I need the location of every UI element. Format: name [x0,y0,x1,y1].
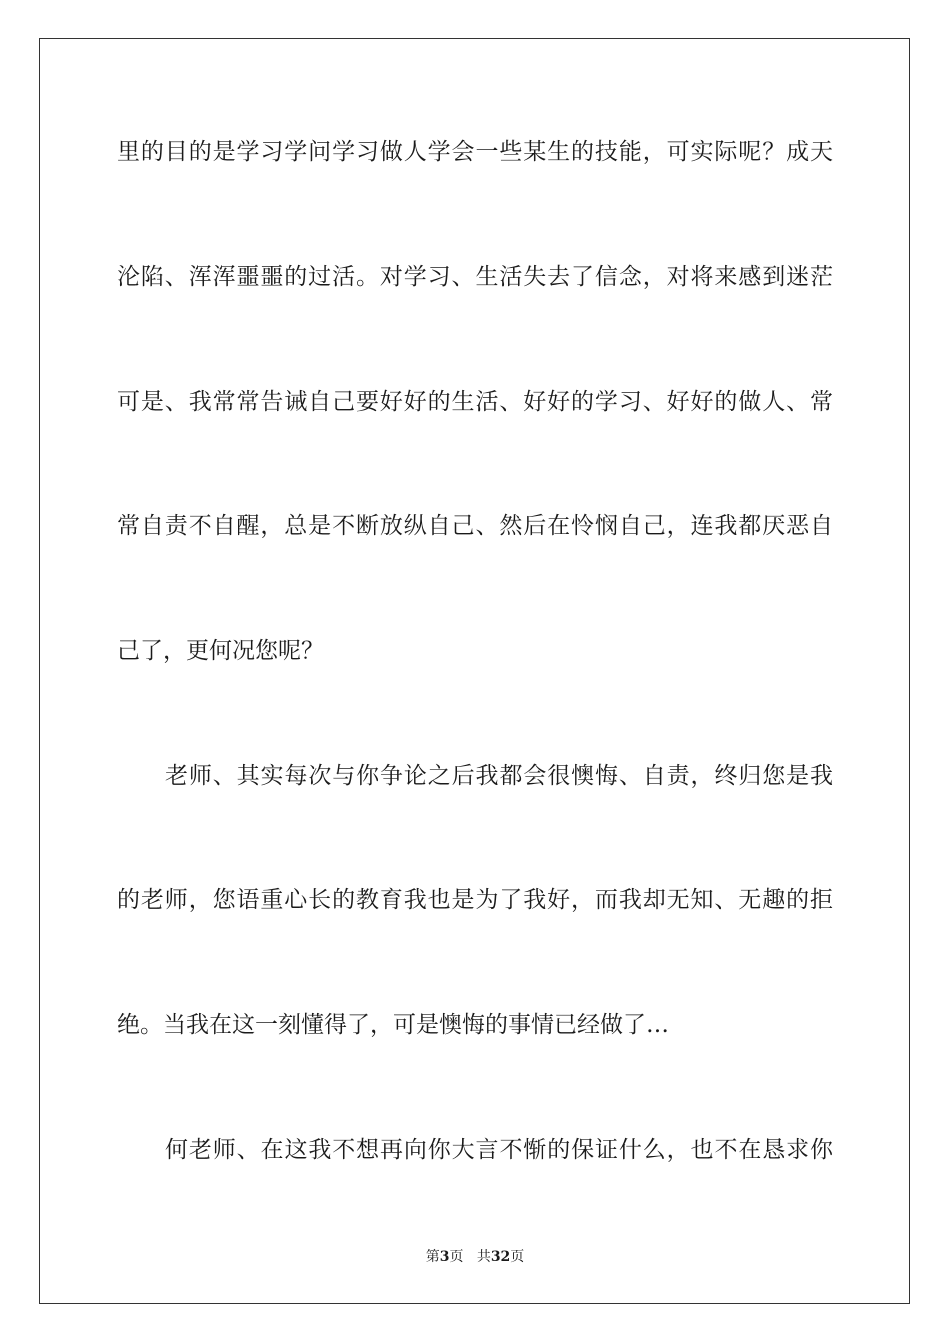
footer-page-suffix: 页 [449,1249,464,1265]
footer-total-pages: 32 [490,1249,511,1265]
text-line-1: 里的目的是学习学问学习做人学会一些某生的技能，可实际呢？成天 [117,139,833,165]
footer-total-prefix: 共 [476,1249,491,1265]
footer-page-number: 3 [439,1249,450,1265]
text-line-3: 可是、我常常告诫自己要好好的生活、好好的学习、好好的做人、常 [117,389,833,415]
page-frame [39,38,910,1304]
text-line-7: 的老师，您语重心长的教育我也是为了我好，而我却无知、无趣的拒 [117,887,833,913]
page-footer [0,1248,950,1266]
text-line-5: 己了，更何况您呢？ [117,638,324,664]
text-line-4: 常自责不自醒，总是不断放纵自己、然后在怜悯自己，连我都厌恶自 [117,513,833,539]
text-line-6: 老师、其实每次与你争论之后我都会很懊悔、自责，终归您是我 [165,763,833,789]
text-line-8: 绝。当我在这一刻懂得了，可是懊悔的事情已经做了… [117,1012,669,1038]
text-line-9: 何老师、在这我不想再向你大言不惭的保证什么，也不在恳求你 [165,1137,833,1163]
footer-total-suffix: 页 [510,1249,525,1265]
footer-page-prefix: 第 [425,1249,440,1265]
text-line-2: 沦陷、浑浑噩噩的过活。对学习、生活失去了信念，对将来感到迷茫 [117,264,833,290]
